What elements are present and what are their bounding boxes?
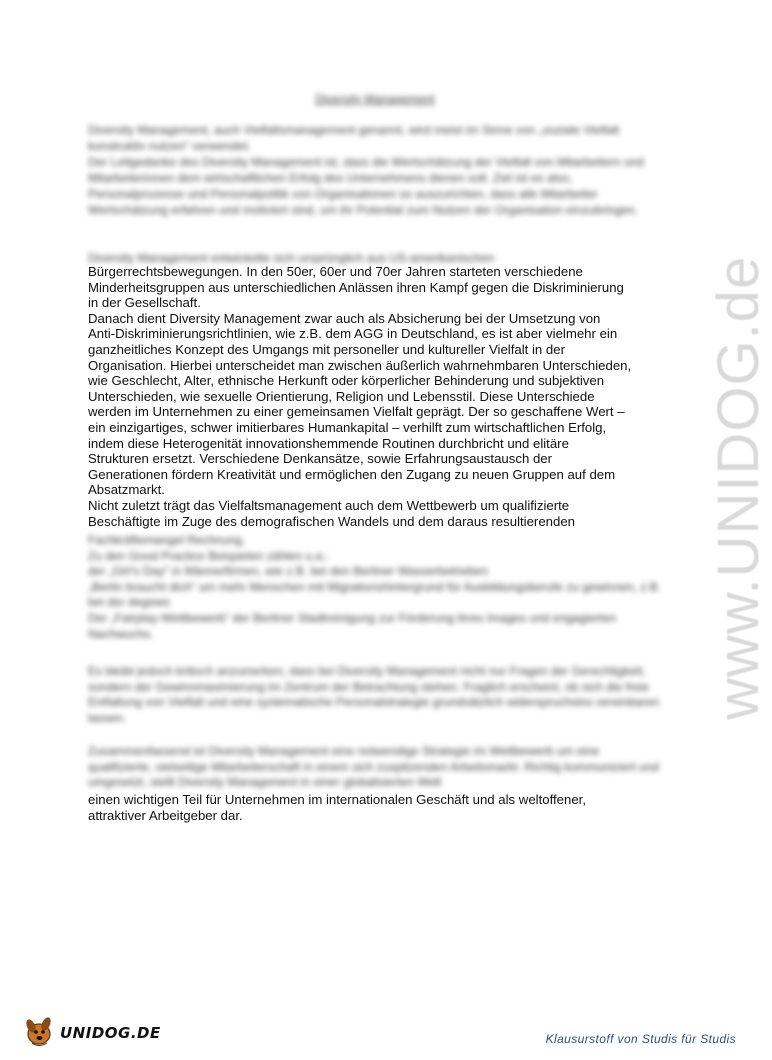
text-line: ein einzigartiges, schwer imitierbares Humankapital – verhilft zum wirtschaftlichen Erfolg, xyxy=(88,419,607,435)
text-line: indem diese Heterogenität innovationshemmende Routinen durchbricht und elitäre xyxy=(88,435,569,451)
text-line: „Berlin braucht dich“ um mehr Menschen mit Migrationshintergrund für Ausbildungsberufe zu gewinnen, z.B. bei der degewo xyxy=(88,579,661,610)
text-line: wie Geschlecht, Alter, ethnische Herkunft oder körperlicher Behinderung und subjektiven xyxy=(88,373,605,389)
visible-text-block xyxy=(88,264,663,529)
text-line: Der „Fairplay-Wettbewerb“ der Berliner Stadtreinigung zur Förderung ihres Images und engagierten Nachwuchs. xyxy=(88,610,617,641)
text-line: Organisation. Hierbei unterscheidet man zwischen äußerlich wahrnehmbaren Unterschieden, xyxy=(88,357,632,373)
text-line: der „Girl’s Day“ in Männerfirmen, wie z.B. bei den Berliner Wasserbetrieben xyxy=(88,564,489,579)
intro-paragraph: Diversity Management, auch Vielfaltsmanagement genannt, wird meist im Sinne von „soziale Vielfalt konstruktiv nutzen“ verwendet. xyxy=(88,123,620,153)
text-line: Fachkräftemangel Rechnung. xyxy=(88,533,246,547)
history-paragraph-start: Diversity Management entwickelte sich ursprünglich aus US-amerikanischen xyxy=(88,251,495,265)
document-title: Diversity Management xyxy=(315,92,435,106)
text-line: Nicht zuletzt trägt das Vielfaltsmanagement auch dem Wettbewerb um qualifizierte xyxy=(88,497,570,513)
text-line: Absatzmarkt. xyxy=(88,482,165,498)
footer-tagline: Klausurstoff von Studis für Studis xyxy=(545,1032,736,1046)
visible-end-block xyxy=(88,792,663,823)
text-line: in der Gesellschaft. xyxy=(88,295,201,311)
text-line: werden im Unternehmen zu einer gemeinsamen Vielfalt geprägt. Der so geschaffene Wert – xyxy=(88,404,625,420)
text-line: ganzheitliches Konzept des Umgangs mit personeller und kultureller Vielfalt in der xyxy=(88,341,565,357)
text-line: Minderheitsgruppen aus unterschiedlichen Anlässen ihren Kampf gegen die Diskriminierung xyxy=(88,279,624,295)
unidog-logo[interactable] xyxy=(22,1010,161,1050)
watermark: www.UNIDOG.de xyxy=(706,255,771,720)
examples-block xyxy=(88,533,663,642)
critique-paragraph: Es bleibt jedoch kritisch anzumerken, dass bei Diversity Management nicht nur Fragen der Gerechtigkeit, sondern der Gewinnmaximierung im Zentrum der Betrachtung stehen. Fraglich erscheint, ob sich die freie Entfaltung von Vielfalt und eine systematische Personalstrategie grundsätzlich widerspruchslos vereinbaren lassen. xyxy=(88,664,660,725)
text-line: Unterschieden, wie sexuelle Orientierung, Religion und Lebensstil. Diese Unterschiede xyxy=(88,388,595,404)
text-line: attraktiver Arbeitgeber dar. xyxy=(88,807,243,823)
text-line: Generationen fördern Kreativität und ermöglichen den Zugang zu neuen Gruppen auf dem xyxy=(88,466,616,482)
summary-paragraph: Zusammenfassend ist Diversity Management eine notwendige Strategie im Wettbewerb um eine qualifizierte, vielseitige Mitarbeiterschaft in einem sich zuspitzenden Arbeitsmarkt. Richtig kommuniziert und umgesetzt, stellt Diversity Management in einer globalisierten Welt xyxy=(88,744,659,790)
text-line: Danach dient Diversity Management zwar auch als Absicherung bei der Umsetzung von xyxy=(88,310,601,326)
text-line: Strukturen ersetzt. Verschiedene Denkansätze, sowie Erfahrungsaustausch der xyxy=(88,451,553,467)
text-line: Zu den Good Practice Beispielen zählen u.a.: xyxy=(88,548,329,563)
text-line: Bürgerrechtsbewegungen. In den 50er, 60er und 70er Jahren starteten verschiedene xyxy=(88,264,583,279)
leitgedanke-paragraph: Der Leitgedanke des Diversity Management ist, dass die Wertschätzung der Vielfalt von Mitarbeitern und Mitarbeiterinnen dem wirtschaftlichen Erfolg des Unternehmens dienen soll. Ziel ist es also, Personalprozesse und Personalpolitik von Organisationen so auszurichten, dass alle Mitarbeiter Wertschätzung erfahren und motiviert sind, um ihr Potential zum Nutzen der Organisation einzubringen. xyxy=(88,155,644,217)
text-line: einen wichtigen Teil für Unternehmen im internationalen Geschäft und als weltoffener, xyxy=(88,792,586,807)
text-line: Anti-Diskriminierungsrichtlinien, wie z.B. dem AGG in Deutschland, es ist aber vielmehr ein xyxy=(88,326,618,342)
text-line: Beschäftigte im Zuge des demografischen Wandels und dem daraus resultierenden xyxy=(88,513,575,529)
dog-mascot-icon xyxy=(22,1010,62,1050)
logo-text: UNIDOG.DE xyxy=(60,1024,161,1042)
